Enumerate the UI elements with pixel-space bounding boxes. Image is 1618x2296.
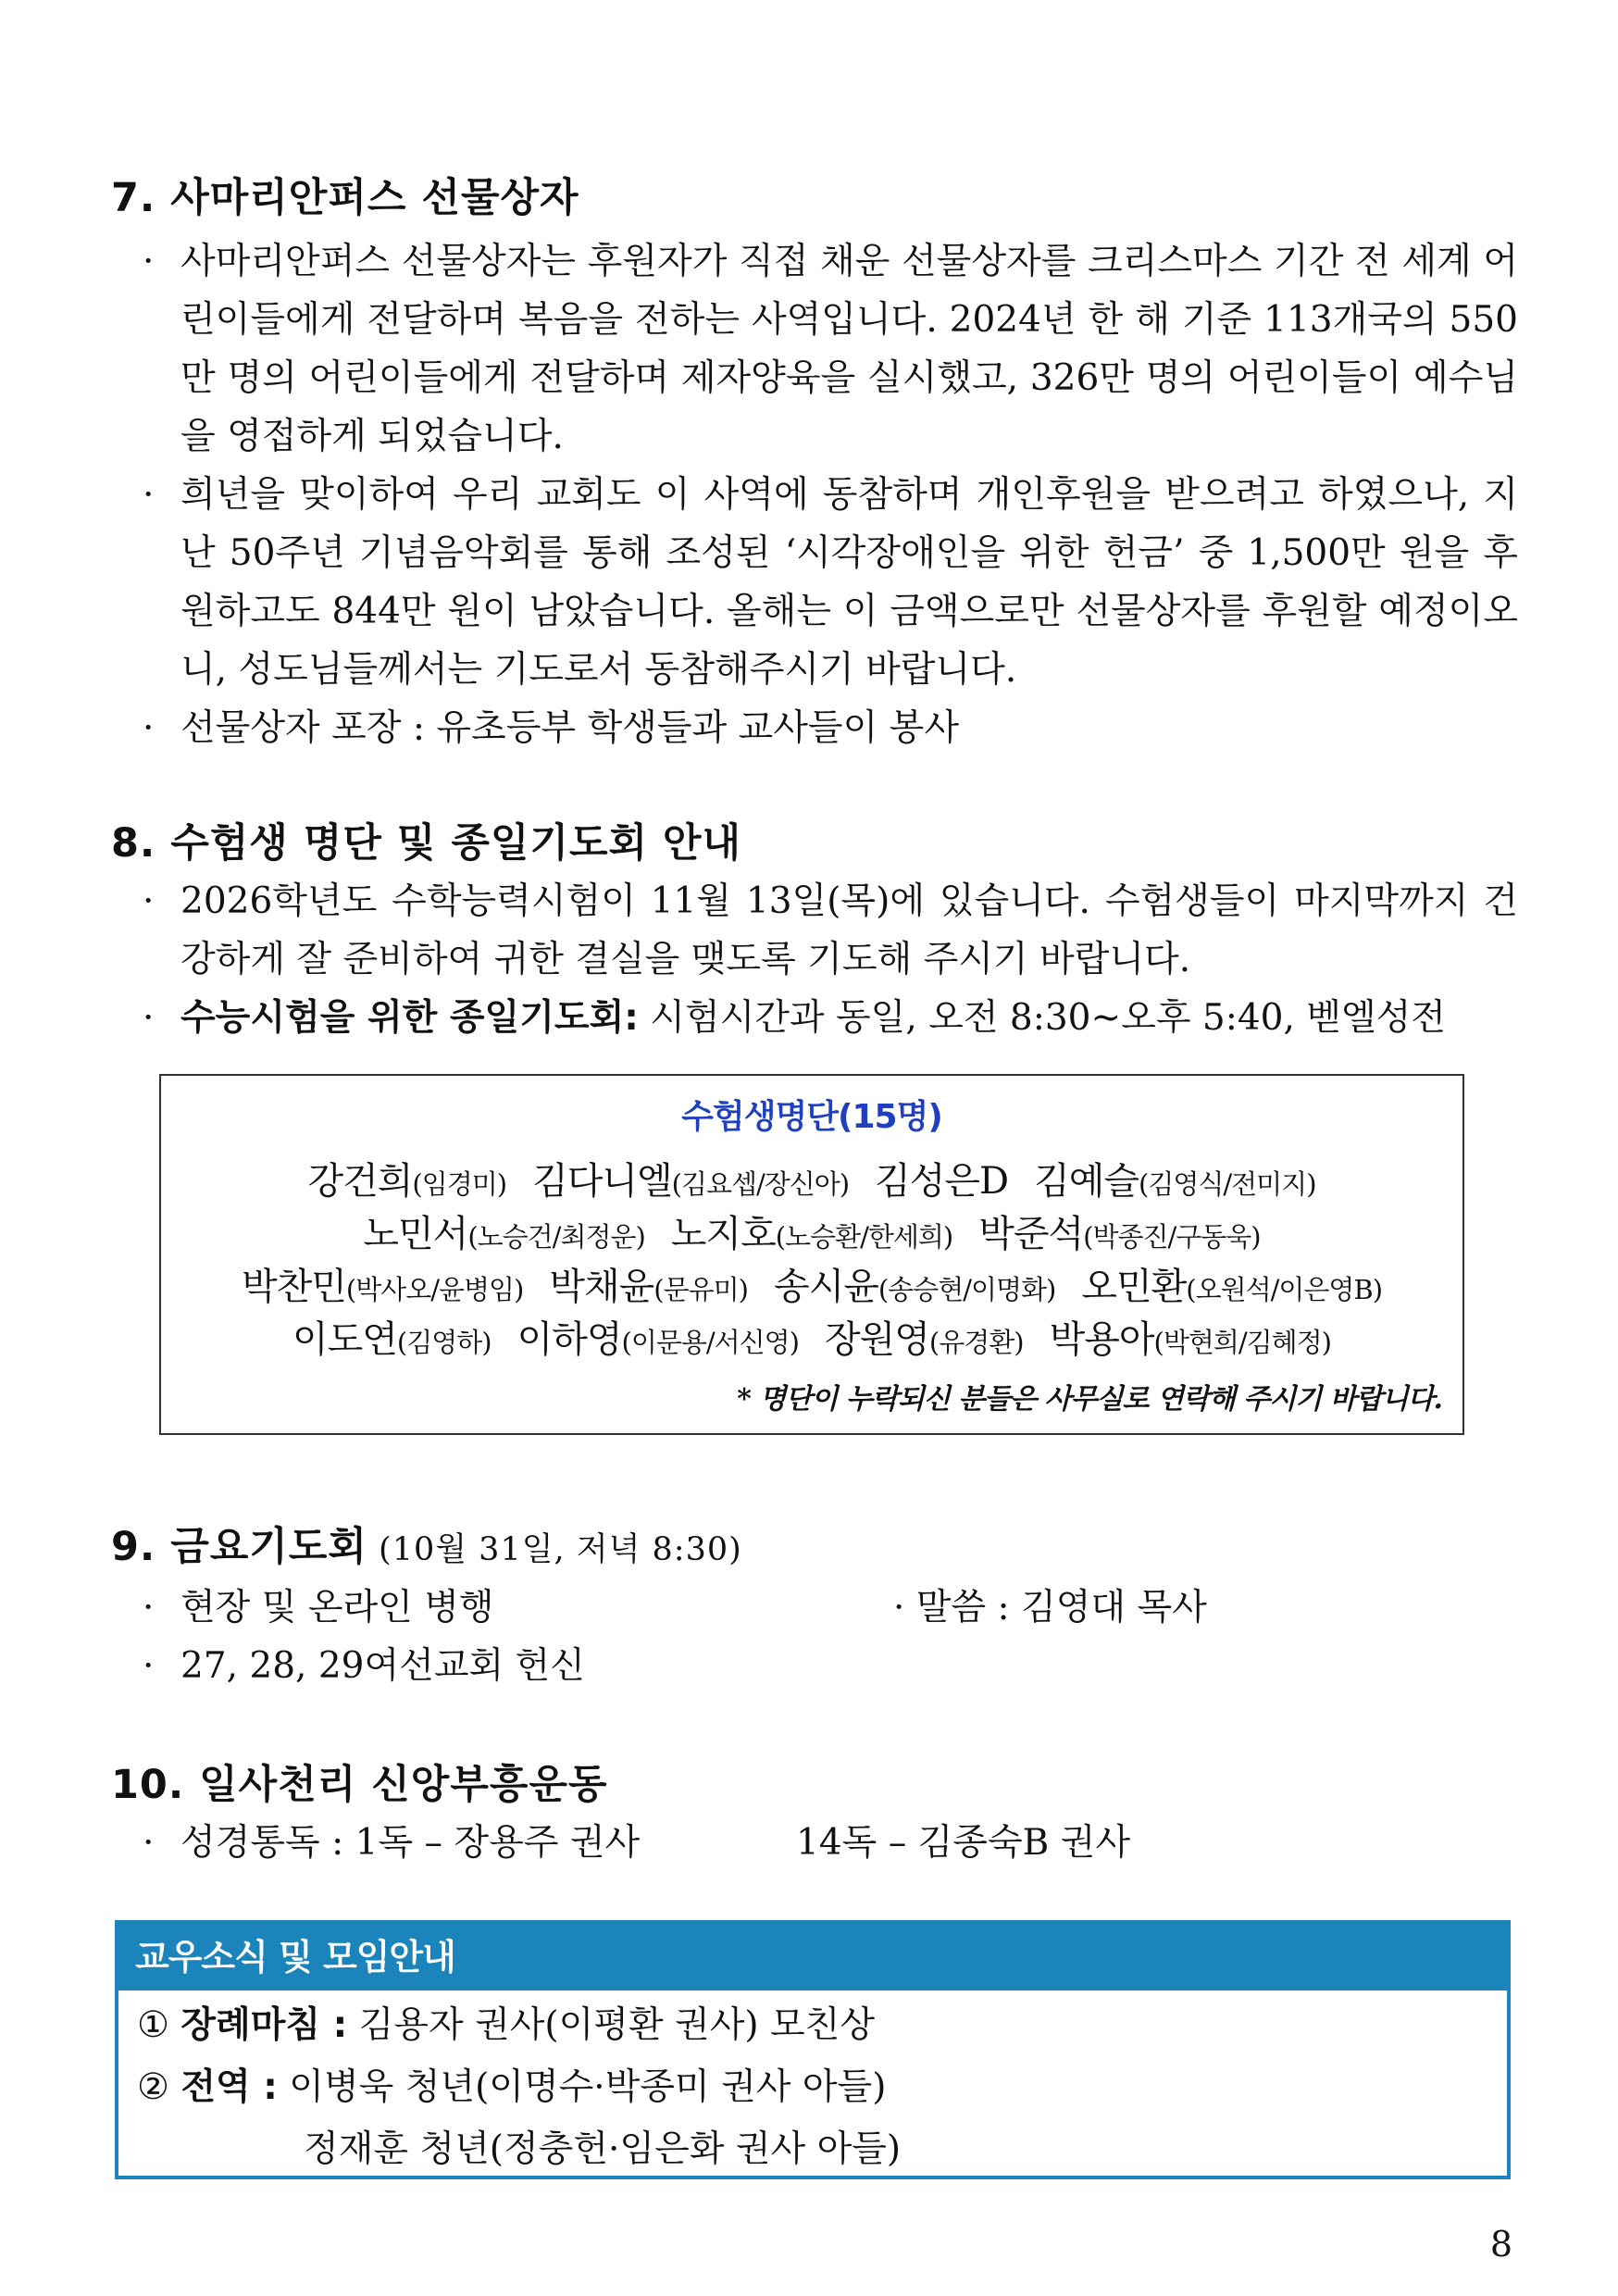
names-row	[161, 1156, 1462, 1209]
section-9-bullet-2: · 27, 28, 29여선교회 헌신	[111, 1637, 1518, 1695]
bullet-dot: ·	[143, 1645, 155, 1687]
examinee-names	[161, 1156, 1462, 1367]
examinee-name: 김성은D	[875, 1160, 1009, 1203]
examinee-list-title: 수험생명단(15명)	[681, 1098, 942, 1136]
examinee-name: 이도연(김영하)	[292, 1318, 492, 1361]
names-row	[161, 1262, 1462, 1315]
bullet-dot: ·	[143, 1822, 155, 1864]
bible-reading-second: 14독 – 김종숙B 권사	[796, 1822, 1131, 1864]
page-number: 8	[1489, 2224, 1512, 2265]
news-item-discharge-2: 정재훈 청년(정충헌·임은화 권사 아들)	[304, 2128, 902, 2170]
section-8-bullet-2: · 수능시험을 위한 종일기도회: 시험시간과 동일, 오전 8:30~오후 5:40, 벧엘성전	[111, 989, 1518, 1047]
bullet-dot: ·	[143, 997, 155, 1039]
section-10-bullet-1: · 성경통독 : 1독 – 장용주 권사	[111, 1814, 796, 1872]
bullet-dot: ·	[143, 880, 155, 922]
section-8	[111, 815, 1518, 1047]
section-10-title: 10. 일사천리 신앙부흥운동	[111, 1762, 608, 1808]
section-7-title: 7. 사마리안퍼스 선물상자	[111, 175, 579, 221]
section-7	[111, 169, 1518, 757]
section-10-row-1	[111, 1814, 1518, 1872]
section-8-title: 8. 수험생 명단 및 종일기도회 안내	[111, 820, 742, 867]
section-7-bullet-2: · 희년을 맞이하여 우리 교회도 이 사역에 동참하며 개인후원을 받으려고 하였으나, 지난 50주년 기념음악회를 통해 조성된 ‘시각장애인을 위한 헌금’ 중 1,500만 원을 후원하고도 844만 원이 남았습니다. 올해는 이 금액으로만 선물상자를 후원할 예정이오니, 성도님들께서는 기도로서 동참해주시기 바랍니다.	[111, 466, 1518, 699]
section-9-row-1	[111, 1578, 1518, 1637]
examinee-name: 노지호(노승환/한세희)	[670, 1213, 953, 1255]
news-item-funeral: ① 장례마침 : 김용자 권사(이평환 권사) 모친상	[137, 2004, 876, 2046]
bullet-dot: ·	[143, 1587, 155, 1628]
examinee-name: 박채윤(문유미)	[549, 1266, 748, 1308]
examinee-name: 김예슬(김영식/전미지)	[1034, 1160, 1316, 1203]
section-9-bullet-1: · 현장 및 온라인 병행	[111, 1578, 893, 1637]
bullet-dot: ·	[143, 707, 155, 749]
section-9-title: 9. 금요기도회 (10월 31일, 저녁 8:30)	[111, 1524, 742, 1570]
missing-names-note: * 명단이 누락되신 분들은 사무실로 연락해 주시기 바랍니다.	[737, 1383, 1442, 1416]
bullet-dot: ·	[143, 241, 155, 282]
examinee-name: 오민환(오원석/이은영B)	[1081, 1266, 1383, 1308]
section-8-bullet-1: · 2026학년도 수학능력시험이 11월 13일(목)에 있습니다. 수험생들이 마지막까지 건강하게 잘 준비하여 귀한 결실을 맺도록 기도해 주시기 바랍니다.	[111, 872, 1518, 989]
examinee-name: 강건희(임경미)	[307, 1160, 507, 1203]
sermon-info: · 말씀 : 김영대 목사	[893, 1587, 1207, 1628]
names-row	[161, 1315, 1462, 1367]
examinee-list-box	[159, 1074, 1464, 1435]
bullet-dot: ·	[143, 474, 155, 516]
congregation-news-title: 교우소식 및 모임안내	[118, 1924, 1507, 1990]
section-9	[111, 1518, 1518, 1695]
section-10	[111, 1756, 1518, 1872]
examinee-name: 송시윤(송승현/이명화)	[773, 1266, 1056, 1308]
examinee-name: 장원영(유경환)	[825, 1318, 1024, 1361]
congregation-news-box	[115, 1920, 1511, 2179]
section-7-bullet-1: · 사마리안퍼스 선물상자는 후원자가 직접 채운 선물상자를 크리스마스 기간 전 세계 어린이들에게 전달하며 복음을 전하는 사역입니다. 2024년 한 해 기준 113개국의 550만 명의 어린이들에게 전달하며 제자양육을 실시했고, 326만 명의 어린이들이 예수님을 영접하게 되었습니다.	[111, 232, 1518, 466]
names-row	[161, 1209, 1462, 1262]
examinee-name: 김다니엘(김요셉/장신아)	[532, 1160, 850, 1203]
congregation-news-body	[118, 1990, 1507, 2180]
examinee-name: 노민서(노승건/최정운)	[363, 1213, 645, 1255]
section-9-time: (10월 31일, 저녁 8:30)	[367, 1531, 742, 1568]
prayer-meeting-label: 수능시험을 위한 종일기도회:	[180, 997, 639, 1039]
section-7-bullet-3: · 선물상자 포장 : 유초등부 학생들과 교사들이 봉사	[111, 699, 1518, 757]
examinee-name: 박준석(박종진/구동욱)	[978, 1213, 1261, 1255]
examinee-name: 이하영(이문용/서신영)	[517, 1318, 799, 1361]
examinee-name: 박찬민(박사오/윤병임)	[241, 1266, 524, 1308]
examinee-name: 박용아(박현희/김혜정)	[1049, 1318, 1331, 1361]
news-item-discharge: ② 전역 : 이병욱 청년(이명수·박종미 권사 아들)	[137, 2066, 887, 2108]
